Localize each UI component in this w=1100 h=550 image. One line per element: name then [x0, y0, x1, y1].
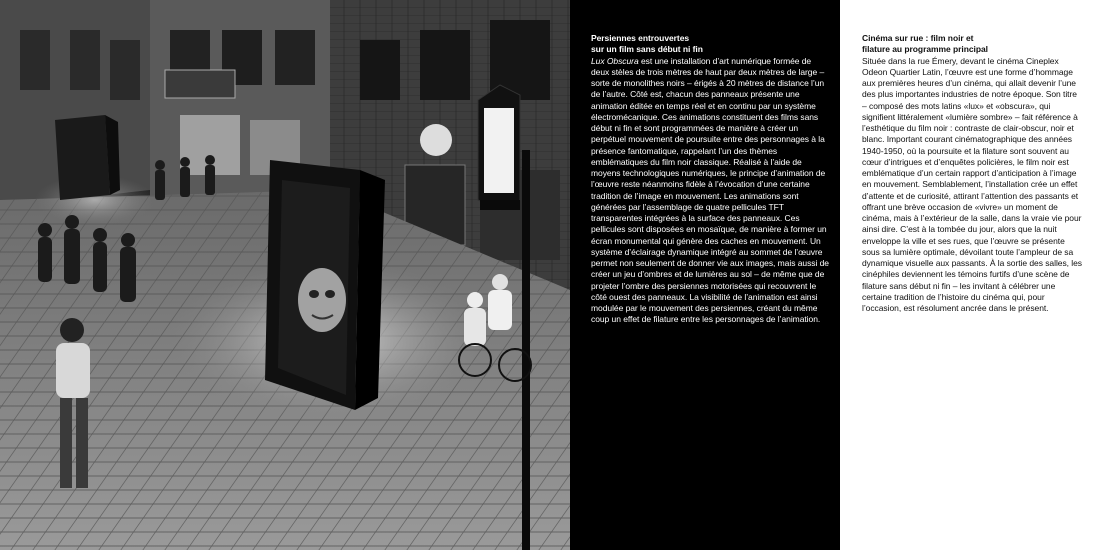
artwork-title: Lux Obscura: [591, 55, 639, 66]
middle-heading-line2: sur un film sans début ni fin: [591, 44, 703, 55]
middle-body-text: est une installation d’art numérique formée de deux stèles de trois mètres de haut par deux mètres de large – sorte de monolithes noirs – érigés à 20 mètres de distance l’un de l’autre. Côté est, chacun des panneaux présente une animation éditée en temps réel et en continu par un système électromécanique. Ces animations constituent des films sans début ni fin et sont programmées de manière à créer un perpétuel mouvement de poursuite entre des personnages à la présence fantomatique, rappelant l’un des thèmes emblématiques du film noir classique. Réalisé à l’aide de moyens technologiques numériques, le principe d’animation de l’œuvre reste néanmoins fidèle à l’évocation d’une certaine tradition de l’image en mouvement. Les animations sont générées par l’assemblage de quatre pellicules TFT transparentes intégrées à la surface des panneaux. Ces pellicules sont disposées en mosaïque, de manière à former un écran monumental qui génère des caches en mouvement. Un système d’éclairage dynamique intégré au sommet de l’œuvre permet non seulement de donner vie aux images, mais aussi de créer un jeu d’ombres et de lumières au sol – de même que de projeter l’ombre des persiennes motorisées qui recouvrent le côté ouest des panneaux. La visibilité de l’animation est ainsi modulée par le mouvement des persiennes, créant du même coup un effet de filature entre les personnages de l’animation.: [591, 55, 829, 325]
middle-body: [591, 56, 831, 326]
right-heading: [862, 33, 1082, 56]
middle-heading-line1: Persiennes entrouvertes: [591, 33, 690, 43]
middle-text-column: [591, 33, 831, 326]
middle-heading: [591, 33, 831, 56]
right-heading-line1: Cinéma sur rue : film noir et: [862, 33, 974, 43]
right-heading-line2: filature au programme principal: [862, 44, 988, 55]
right-text-column: [862, 33, 1082, 314]
right-body: Située dans la rue Émery, devant le cinéma Cineplex Odeon Quartier Latin, l’œuvre est une forme d’hommage aux premières heures d’un cinéma, qui allait devenir l’une des plus importantes industries de notre époque. Son titre – composé des mots latins «lux» et «obscura», qui signifient littéralement «lumière sombre» – fait référence à l’esthétique du film noir : contraste de clair-obscur, noir et blanc. Important courant cinématographique des années 1940-1950, où la poursuite et la filature sont souvent au cœur d’intrigues et d’enquêtes policières, le film noir est emblématique d’un certain rapport d’anticipation à l’image en mouvement. Semblablement, l’installation crée un effet d’attente et de curiosité, attirant l’attention des passants et offrant une brève occasion de «vivre» un moment de cinéma, mais à l’extérieur de la salle, dans la vraie vie pour ainsi dire. C’est à la tombée du jour, alors que la nuit enveloppe la ville et ses rues, que l’œuvre se présente sous sa lumière optimale, dévoilant toute l’ampleur de sa dynamique visuelle aux passants. À la sortie des salles, les cinéphiles deviennent les témoins furtifs d’une scène de filature sans début ni fin – les invitant à célébrer une certaine tradition de l’histoire du cinéma qui, pour l’occasion, est résolument ancrée dans le présent.: [862, 55, 1083, 313]
